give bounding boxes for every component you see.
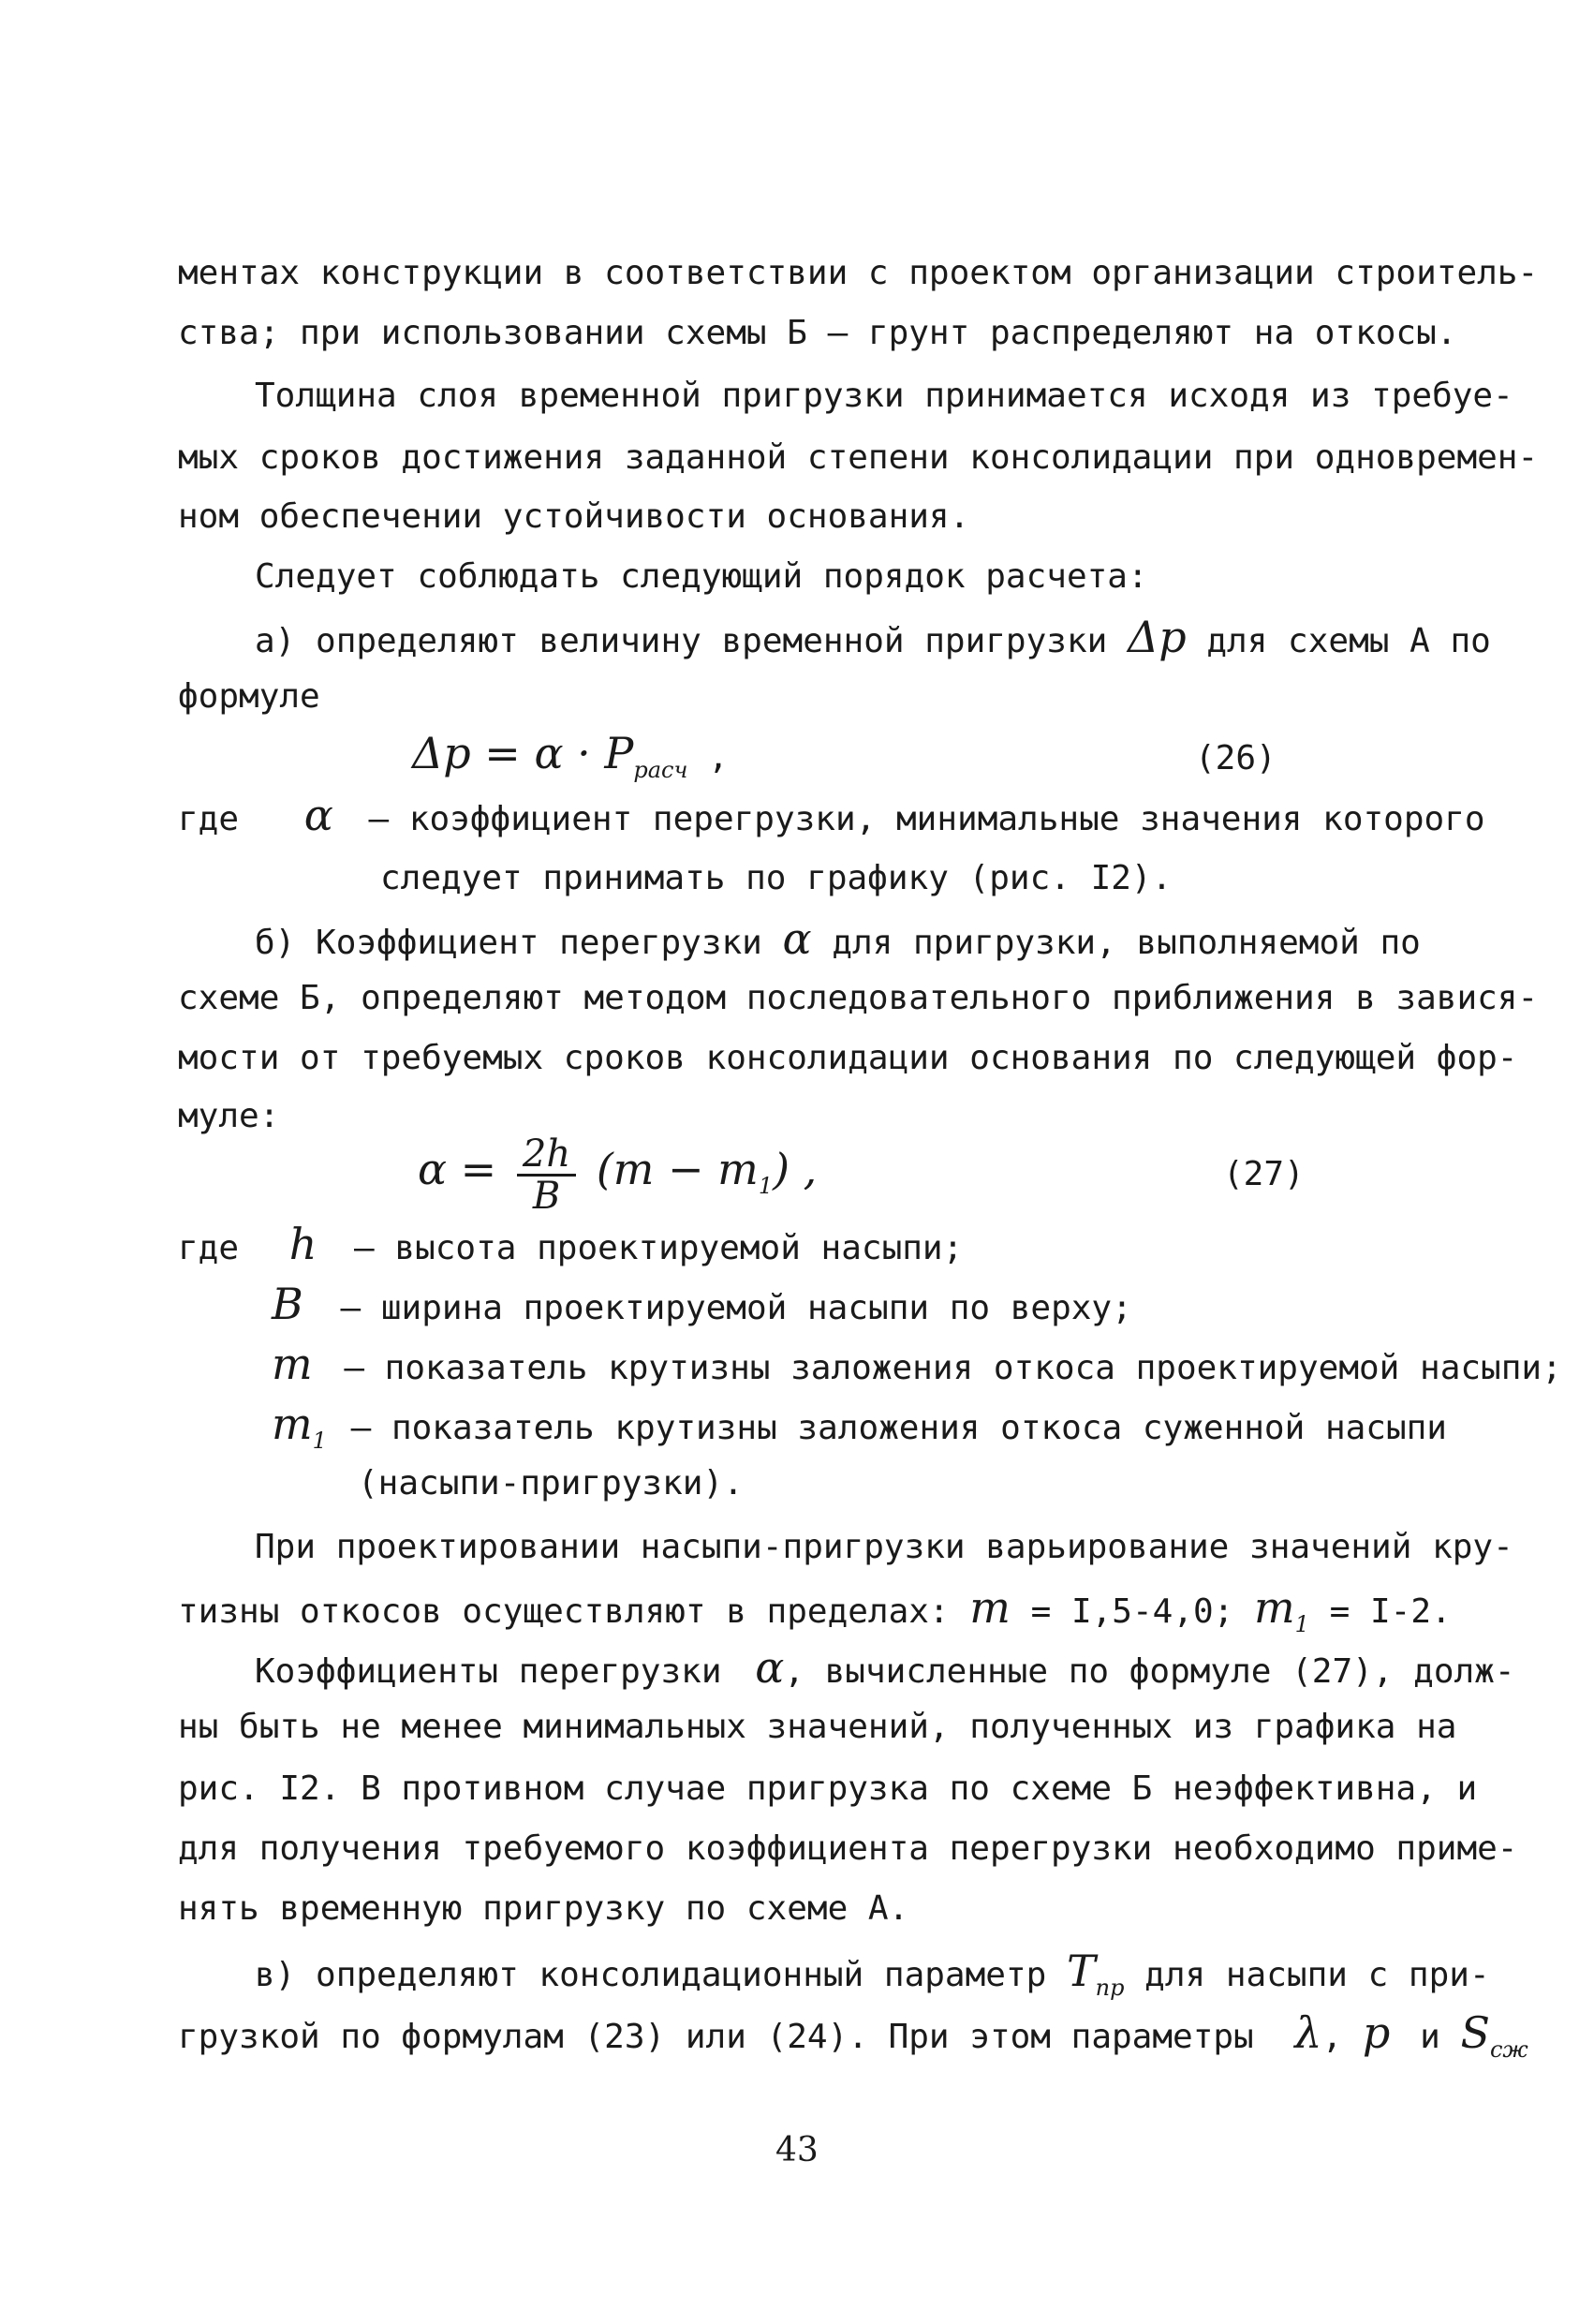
formula-symbol: p <box>1362 2007 1391 2058</box>
fraction <box>517 1134 576 1216</box>
text-line <box>255 1946 1490 2008</box>
text-run: – коэффициент перегрузки, минимальные значения которого <box>368 800 1485 838</box>
formula-subscript: сж <box>1489 2036 1528 2063</box>
formula-symbol: h <box>288 1219 317 1269</box>
text-line: ментах конструкции в соответствии с проектом организации строитель- <box>178 254 1539 292</box>
formula-symbol: T <box>1066 1946 1096 1996</box>
text-line <box>178 1582 1452 1645</box>
text-line <box>255 1642 1515 1693</box>
text-run: = I,5-4,0; <box>1030 1592 1234 1631</box>
formula-symbol: α <box>782 913 812 964</box>
fraction-numerator: 2h <box>517 1134 576 1177</box>
text-line <box>178 1219 964 1269</box>
text-line: (насыпи-пригрузки). <box>358 1464 744 1502</box>
equation-number: (26) <box>1195 739 1277 777</box>
text-run: б) Коэффициент перегрузки <box>255 924 762 962</box>
text-run: для схемы А по <box>1206 622 1491 660</box>
text-line: ны быть не менее минимальных значений, полученных из графика на <box>178 1708 1457 1746</box>
text-line: Следует соблюдать следующий порядок расчета: <box>255 557 1148 596</box>
text-run: для насыпи с при- <box>1144 1956 1490 1994</box>
text-line: ства; при использовании схемы Б – грунт распределяют на откосы. <box>178 314 1457 352</box>
text-line <box>255 913 1421 964</box>
where-label: где <box>178 800 240 838</box>
text-line <box>272 1279 1132 1329</box>
formula: (m − m <box>596 1144 759 1194</box>
text-run: для пригрузки, выполняемой по <box>832 924 1421 962</box>
formula-symbol: m <box>272 1399 313 1449</box>
text-line <box>272 1399 1447 1461</box>
text-line: формуле <box>178 677 320 716</box>
formula-symbol: α <box>755 1642 785 1693</box>
formula-symbol: m <box>1254 1582 1295 1633</box>
text-line: ном обеспечении устойчивости основания. <box>178 497 970 536</box>
text-line: нять временную пригрузку по схеме А. <box>178 1889 909 1928</box>
text-line <box>272 1339 1562 1389</box>
text-line: муле: <box>178 1097 280 1135</box>
text-run: – ширина проектируемой насыпи по верху; <box>340 1289 1132 1327</box>
text-run: в) определяют консолидационный параметр <box>255 1956 1047 1994</box>
text-run: – высота проектируемой насыпи; <box>354 1229 964 1267</box>
formula-symbol: λ <box>1294 2007 1322 2058</box>
formula: ) , <box>773 1144 818 1194</box>
text-run: грузкой по формулам (23) или (24). При этом параметры <box>178 2018 1254 2056</box>
formula-subscript: 1 <box>312 1428 327 1454</box>
text-line <box>178 790 1485 840</box>
text-run: и <box>1420 2018 1440 2056</box>
text-run: тизны откосов осуществляют в пределах: <box>178 1592 950 1631</box>
text-run: = I-2. <box>1329 1592 1452 1631</box>
text-line: схеме Б, определяют методом последовательного приближения в завися- <box>178 979 1539 1017</box>
text-line: мости от требуемых сроков консолидации основания по следующей фор- <box>178 1039 1518 1077</box>
text-run: – показатель крутизны заложения откоса проектируемой насыпи; <box>344 1349 1562 1387</box>
formula: α = <box>418 1144 497 1194</box>
equation-26 <box>412 728 729 791</box>
text-run: – показатель крутизны заложения откоса суженной насыпи <box>350 1409 1447 1447</box>
fraction-denominator: B <box>532 1174 561 1218</box>
text-line: мых сроков достижения заданной степени консолидации при одновремен- <box>178 438 1539 477</box>
formula-subscript: 1 <box>758 1173 774 1199</box>
equation-27 <box>418 1122 817 1233</box>
text-line <box>255 612 1491 662</box>
text-line: для получения требуемого коэффициента перегрузки необходимо приме- <box>178 1829 1518 1868</box>
text-line: грузкой по формулам (23) или (24). При этом параметры λ, p и $S_{сж}$ <box>178 2007 1528 2063</box>
formula-symbol: m <box>969 1582 1011 1633</box>
formula-symbol: m <box>272 1339 313 1389</box>
page-number: 43 <box>775 2131 819 2169</box>
text-run: , вычисленные по формуле (27), долж- <box>784 1652 1515 1691</box>
formula-symbol: α <box>303 790 333 840</box>
where-label: где <box>178 1229 240 1267</box>
text-line: При проектировании насыпи-пригрузки варьирование значений кру- <box>255 1528 1513 1566</box>
formula-subscript: 1 <box>1294 1611 1309 1637</box>
formula-subscript: пр <box>1095 1975 1125 2001</box>
equation-number: (27) <box>1223 1155 1305 1193</box>
formula-symbol: B <box>272 1279 303 1329</box>
text-line: рис. I2. В противном случае пригрузка по схеме Б неэффективна, и <box>178 1769 1478 1808</box>
formula-symbol: S <box>1460 2007 1490 2058</box>
formula-comma: , <box>708 738 729 777</box>
text-line: Толщина слоя временной пригрузки принимается исходя из требуе- <box>255 377 1513 415</box>
text-run: Коэффициенты перегрузки <box>255 1652 722 1691</box>
formula: Δp = α · P <box>412 728 634 778</box>
text-line: следует принимать по графику (рис. I2). <box>380 859 1173 897</box>
formula-subscript: расч <box>633 757 688 783</box>
formula-symbol: Δp <box>1128 612 1187 662</box>
text-run: а) определяют величину временной пригрузки <box>255 622 1108 660</box>
